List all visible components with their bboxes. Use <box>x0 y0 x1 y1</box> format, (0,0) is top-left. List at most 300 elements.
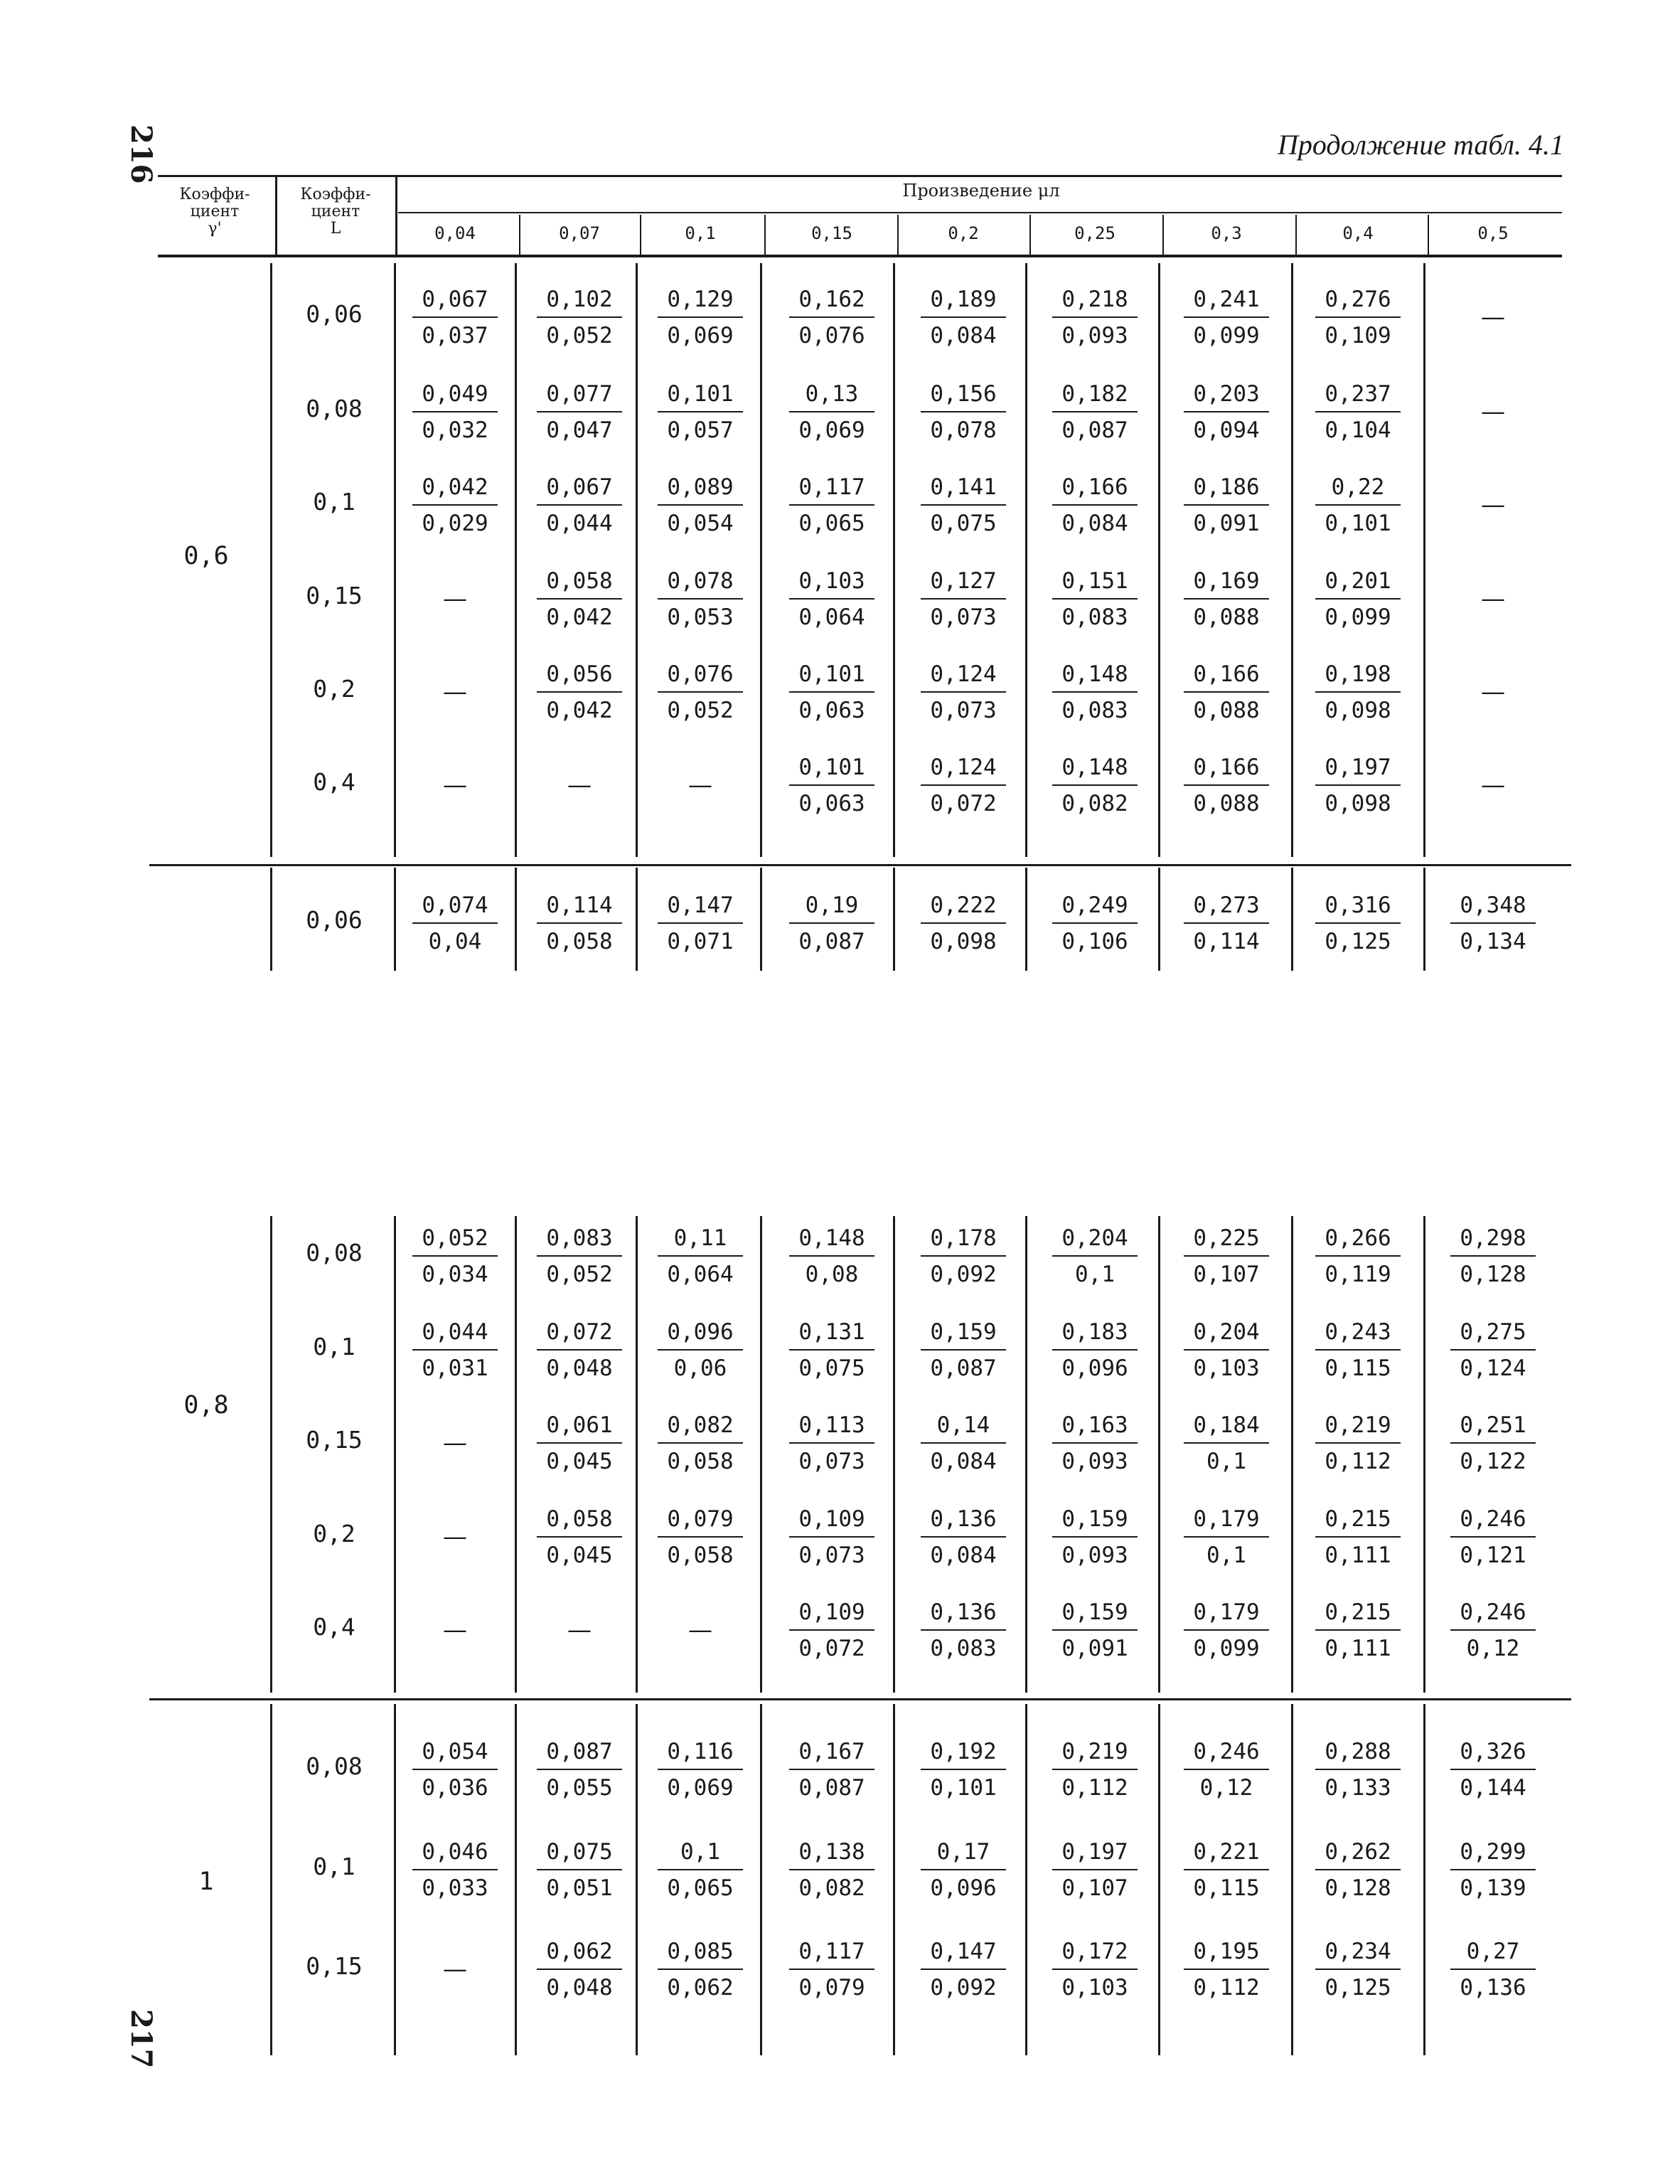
rule-vertical <box>1025 868 1027 971</box>
rule-horizontal <box>149 1698 1571 1700</box>
fraction-cell <box>1449 1597 1537 1663</box>
denominator: 0,083 <box>930 1636 997 1661</box>
rule-vertical <box>760 868 762 971</box>
rule-vertical <box>1029 215 1031 255</box>
rule-vertical <box>636 263 638 857</box>
numerator: 0,19 <box>805 893 859 918</box>
denominator: 0,045 <box>546 1449 613 1474</box>
fraction-bar <box>1315 598 1401 600</box>
gamma-value: 1 <box>198 1868 214 1896</box>
fraction-cell <box>1182 1223 1270 1289</box>
fraction-bar <box>658 1349 743 1351</box>
denominator: 0,109 <box>1325 323 1391 348</box>
fraction-bar <box>658 1969 743 1970</box>
L-value: 0,4 <box>313 1613 355 1641</box>
fraction-cell <box>535 284 624 351</box>
fraction-bar <box>921 691 1006 693</box>
fraction-bar <box>1184 1255 1269 1257</box>
fraction-bar <box>658 1869 743 1870</box>
fraction-cell <box>919 379 1007 445</box>
empty-cell-dash: — <box>443 678 467 706</box>
fraction-cell <box>1182 890 1270 957</box>
fraction-cell <box>1051 890 1139 957</box>
numerator: 0,241 <box>1193 287 1260 312</box>
fraction-cell <box>788 379 876 445</box>
denominator: 0,052 <box>546 323 613 348</box>
rule-vertical <box>760 1216 762 1693</box>
fraction-bar <box>412 1349 498 1351</box>
denominator: 0,051 <box>546 1875 613 1901</box>
rule-vertical <box>897 215 899 255</box>
fraction-cell <box>919 284 1007 351</box>
fraction-bar <box>537 922 622 924</box>
fraction-cell <box>656 284 744 351</box>
rule-vertical <box>640 215 641 255</box>
fraction-bar <box>537 598 622 600</box>
fraction-cell <box>1314 566 1402 632</box>
running-title: Продолжение табл. 4.1 <box>1277 129 1564 161</box>
fraction-bar <box>1450 1769 1536 1770</box>
numerator: 0,198 <box>1325 661 1391 687</box>
fraction-cell <box>1449 1504 1537 1570</box>
column-header: 0,15 <box>811 223 852 243</box>
fraction-cell <box>1182 1317 1270 1383</box>
fraction-cell <box>535 1937 624 2003</box>
fraction-bar <box>1315 1255 1401 1257</box>
fraction-cell <box>788 752 876 819</box>
fraction-cell <box>788 1223 876 1289</box>
fraction-bar <box>1315 1442 1401 1444</box>
numerator: 0,215 <box>1325 1506 1391 1532</box>
L-value: 0,08 <box>306 1239 363 1267</box>
denominator: 0,06 <box>673 1355 727 1381</box>
numerator: 0,243 <box>1325 1319 1391 1345</box>
fraction-bar <box>537 1536 622 1538</box>
denominator: 0,128 <box>1325 1875 1391 1901</box>
rule-vertical <box>515 1704 517 2055</box>
fraction-bar <box>1315 1969 1401 1970</box>
numerator: 0,189 <box>930 287 997 312</box>
rule-vertical <box>1423 263 1425 857</box>
numerator: 0,101 <box>667 381 734 407</box>
numerator: 0,197 <box>1325 755 1391 780</box>
fraction-bar <box>1184 411 1269 412</box>
fraction-bar <box>1184 1442 1269 1444</box>
fraction-bar <box>412 1869 498 1870</box>
denominator: 0,082 <box>798 1875 865 1901</box>
numerator: 0,116 <box>667 1739 734 1764</box>
fraction-cell <box>788 1504 876 1570</box>
fraction-cell <box>535 1317 624 1383</box>
fraction-cell <box>1182 1937 1270 2003</box>
numerator: 0,219 <box>1325 1412 1391 1438</box>
fraction-cell <box>1449 1737 1537 1803</box>
rule-vertical <box>764 215 766 255</box>
numerator: 0,127 <box>930 568 997 594</box>
empty-cell-dash: — <box>688 1616 712 1644</box>
numerator: 0,076 <box>667 661 734 687</box>
denominator: 0,069 <box>798 417 865 443</box>
fraction-bar <box>921 784 1006 786</box>
denominator: 0,121 <box>1460 1543 1526 1568</box>
fraction-bar <box>789 1255 874 1257</box>
numerator: 0,103 <box>798 568 865 594</box>
denominator: 0,112 <box>1061 1775 1128 1801</box>
fraction-bar <box>1052 316 1138 318</box>
numerator: 0,114 <box>546 893 613 918</box>
denominator: 0,032 <box>422 417 488 443</box>
denominator: 0,037 <box>422 323 488 348</box>
denominator: 0,062 <box>667 1975 734 2001</box>
fraction-bar <box>537 1442 622 1444</box>
denominator: 0,072 <box>930 791 997 816</box>
fraction-bar <box>1052 504 1138 506</box>
fraction-cell <box>1051 1737 1139 1803</box>
denominator: 0,091 <box>1061 1636 1128 1661</box>
L-value: 0,08 <box>306 395 363 422</box>
fraction-bar <box>412 504 498 506</box>
numerator: 0,288 <box>1325 1739 1391 1764</box>
fraction-bar <box>658 411 743 412</box>
numerator: 0,067 <box>422 287 488 312</box>
fraction-cell <box>1314 659 1402 725</box>
numerator: 0,169 <box>1193 568 1260 594</box>
numerator: 0,151 <box>1061 568 1128 594</box>
fraction-bar <box>921 316 1006 318</box>
numerator: 0,246 <box>1193 1739 1260 1764</box>
fraction-bar <box>789 316 874 318</box>
fraction-bar <box>1184 598 1269 600</box>
rule-vertical <box>893 868 895 971</box>
numerator: 0,1 <box>680 1839 720 1865</box>
empty-cell-dash: — <box>1481 678 1505 706</box>
fraction-cell <box>919 1737 1007 1803</box>
fraction-bar <box>921 504 1006 506</box>
fraction-cell <box>535 1223 624 1289</box>
fraction-bar <box>921 1536 1006 1538</box>
denominator: 0,053 <box>667 604 734 630</box>
fraction-cell <box>411 379 499 445</box>
denominator: 0,031 <box>422 1355 488 1381</box>
numerator: 0,14 <box>936 1412 990 1438</box>
denominator: 0,125 <box>1325 1975 1391 2001</box>
fraction-cell <box>1051 566 1139 632</box>
denominator: 0,084 <box>1061 511 1128 536</box>
denominator: 0,092 <box>930 1975 997 2001</box>
fraction-bar <box>537 504 622 506</box>
rule-vertical <box>893 1216 895 1693</box>
fraction-bar <box>658 598 743 600</box>
fraction-cell <box>1051 1837 1139 1903</box>
fraction-bar <box>1315 411 1401 412</box>
fraction-bar <box>1052 1255 1138 1257</box>
fraction-bar <box>789 1536 874 1538</box>
fraction-cell <box>1449 1317 1537 1383</box>
fraction-cell <box>919 1504 1007 1570</box>
fraction-cell <box>656 1937 744 2003</box>
fraction-cell <box>1051 659 1139 725</box>
fraction-bar <box>1184 1769 1269 1770</box>
fraction-bar <box>1052 1869 1138 1870</box>
empty-cell-dash: — <box>443 1616 467 1644</box>
numerator: 0,275 <box>1460 1319 1526 1345</box>
denominator: 0,045 <box>546 1543 613 1568</box>
rule-horizontal <box>158 175 1562 177</box>
L-value: 0,15 <box>306 1952 363 1980</box>
L-value: 0,1 <box>313 1333 355 1360</box>
rule-vertical <box>636 868 638 971</box>
numerator: 0,113 <box>798 1412 865 1438</box>
L-value: 0,15 <box>306 1426 363 1454</box>
numerator: 0,162 <box>798 287 865 312</box>
fraction-cell <box>1314 1504 1402 1570</box>
numerator: 0,074 <box>422 893 488 918</box>
numerator: 0,148 <box>1061 661 1128 687</box>
fraction-bar <box>537 1255 622 1257</box>
denominator: 0,112 <box>1193 1975 1260 2001</box>
L-value: 0,06 <box>306 906 363 934</box>
denominator: 0,12 <box>1466 1636 1520 1661</box>
fraction-bar <box>921 1769 1006 1770</box>
L-value: 0,1 <box>313 488 355 516</box>
fraction-cell <box>1182 379 1270 445</box>
denominator: 0,112 <box>1325 1449 1391 1474</box>
denominator: 0,136 <box>1460 1975 1526 2001</box>
fraction-bar <box>1315 1769 1401 1770</box>
denominator: 0,083 <box>1061 604 1128 630</box>
numerator: 0,166 <box>1193 661 1260 687</box>
fraction-cell <box>1182 472 1270 538</box>
denominator: 0,124 <box>1460 1355 1526 1381</box>
rule-vertical <box>1025 263 1027 857</box>
denominator: 0,065 <box>667 1875 734 1901</box>
denominator: 0,084 <box>930 1449 997 1474</box>
fraction-cell <box>656 1737 744 1803</box>
fraction-bar <box>1052 1629 1138 1631</box>
denominator: 0,087 <box>798 1775 865 1801</box>
rule-vertical <box>1025 1704 1027 2055</box>
numerator: 0,179 <box>1193 1599 1260 1625</box>
fraction-bar <box>789 598 874 600</box>
denominator: 0,084 <box>930 1543 997 1568</box>
numerator: 0,049 <box>422 381 488 407</box>
numerator: 0,085 <box>667 1939 734 1964</box>
fraction-cell <box>1314 1737 1402 1803</box>
fraction-cell <box>656 659 744 725</box>
fraction-cell <box>788 659 876 725</box>
rule-vertical <box>1423 1704 1425 2055</box>
fraction-cell <box>1449 890 1537 957</box>
fraction-cell <box>919 1317 1007 1383</box>
numerator: 0,117 <box>798 474 865 500</box>
right-page-number: 217 <box>124 2009 158 2069</box>
empty-cell-dash: — <box>567 771 592 799</box>
rule-vertical <box>394 1216 396 1693</box>
fraction-cell <box>656 1317 744 1383</box>
numerator: 0,203 <box>1193 381 1260 407</box>
numerator: 0,046 <box>422 1839 488 1865</box>
fraction-cell <box>919 1597 1007 1663</box>
numerator: 0,186 <box>1193 474 1260 500</box>
numerator: 0,246 <box>1460 1599 1526 1625</box>
fraction-bar <box>921 1349 1006 1351</box>
fraction-cell <box>788 1937 876 2003</box>
denominator: 0,052 <box>546 1262 613 1287</box>
denominator: 0,078 <box>930 417 997 443</box>
fraction-cell <box>411 890 499 957</box>
numerator: 0,136 <box>930 1506 997 1532</box>
denominator: 0,101 <box>1325 511 1391 536</box>
fraction-bar <box>1052 1969 1138 1970</box>
numerator: 0,219 <box>1061 1739 1128 1764</box>
fraction-bar <box>789 1442 874 1444</box>
rule-vertical <box>1025 1216 1027 1693</box>
denominator: 0,064 <box>798 604 865 630</box>
numerator: 0,136 <box>930 1599 997 1625</box>
header-gamma: Коэффи- циент γ' <box>179 186 250 238</box>
numerator: 0,102 <box>546 287 613 312</box>
numerator: 0,348 <box>1460 893 1526 918</box>
denominator: 0,073 <box>798 1543 865 1568</box>
rule-vertical <box>636 1704 638 2055</box>
fraction-cell <box>1314 890 1402 957</box>
rule-vertical <box>1291 868 1293 971</box>
fraction-cell <box>535 1837 624 1903</box>
L-value: 0,2 <box>313 675 355 703</box>
numerator: 0,298 <box>1460 1225 1526 1251</box>
fraction-bar <box>1450 1969 1536 1970</box>
fraction-cell <box>919 1837 1007 1903</box>
denominator: 0,058 <box>667 1449 734 1474</box>
rule-vertical <box>1291 263 1293 857</box>
fraction-bar <box>1052 1769 1138 1770</box>
denominator: 0,063 <box>798 791 865 816</box>
numerator: 0,249 <box>1061 893 1128 918</box>
numerator: 0,167 <box>798 1739 865 1764</box>
fraction-cell <box>411 284 499 351</box>
empty-cell-dash: — <box>688 771 712 799</box>
fraction-cell <box>788 890 876 957</box>
fraction-cell <box>656 1223 744 1289</box>
numerator: 0,096 <box>667 1319 734 1345</box>
fraction-cell <box>1314 1937 1402 2003</box>
denominator: 0,087 <box>1061 417 1128 443</box>
denominator: 0,114 <box>1193 929 1260 954</box>
rule-horizontal <box>398 212 1562 213</box>
rule-vertical <box>1291 1704 1293 2055</box>
numerator: 0,204 <box>1193 1319 1260 1345</box>
rule-vertical <box>395 175 397 255</box>
fraction-cell <box>1449 1223 1537 1289</box>
fraction-bar <box>1450 1442 1536 1444</box>
numerator: 0,225 <box>1193 1225 1260 1251</box>
numerator: 0,234 <box>1325 1939 1391 1964</box>
fraction-cell <box>656 890 744 957</box>
fraction-bar <box>921 1869 1006 1870</box>
rule-vertical <box>893 1704 895 2055</box>
rule-horizontal <box>149 864 1571 866</box>
fraction-cell <box>656 379 744 445</box>
fraction-bar <box>789 1349 874 1351</box>
denominator: 0,042 <box>546 604 613 630</box>
header-L: Коэффи- циент L <box>300 186 371 238</box>
fraction-bar <box>1052 784 1138 786</box>
rule-vertical <box>1158 263 1160 857</box>
numerator: 0,147 <box>667 893 734 918</box>
left-page-number: 216 <box>124 124 158 184</box>
fraction-bar <box>1184 316 1269 318</box>
rule-vertical <box>1158 1704 1160 2055</box>
empty-cell-dash: — <box>443 1429 467 1457</box>
column-header: 0,04 <box>434 223 476 243</box>
fraction-bar <box>658 691 743 693</box>
fraction-cell <box>1051 1223 1139 1289</box>
fraction-cell <box>788 1410 876 1476</box>
denominator: 0,075 <box>798 1355 865 1381</box>
numerator: 0,266 <box>1325 1225 1391 1251</box>
numerator: 0,276 <box>1325 287 1391 312</box>
fraction-cell <box>535 890 624 957</box>
fraction-cell <box>919 752 1007 819</box>
rule-vertical <box>760 263 762 857</box>
fraction-bar <box>921 411 1006 412</box>
header-product: Произведение μл <box>902 181 1060 201</box>
numerator: 0,087 <box>546 1739 613 1764</box>
fraction-cell <box>1314 1317 1402 1383</box>
rule-vertical <box>270 1704 272 2055</box>
numerator: 0,124 <box>930 755 997 780</box>
denominator: 0,057 <box>667 417 734 443</box>
denominator: 0,048 <box>546 1355 613 1381</box>
numerator: 0,072 <box>546 1319 613 1345</box>
L-value: 0,4 <box>313 768 355 796</box>
numerator: 0,131 <box>798 1319 865 1345</box>
denominator: 0,107 <box>1193 1262 1260 1287</box>
denominator: 0,036 <box>422 1775 488 1801</box>
numerator: 0,058 <box>546 1506 613 1532</box>
fraction-bar <box>921 1969 1006 1970</box>
fraction-cell <box>788 1317 876 1383</box>
numerator: 0,13 <box>805 381 859 407</box>
denominator: 0,122 <box>1460 1449 1526 1474</box>
numerator: 0,117 <box>798 1939 865 1964</box>
fraction-bar <box>789 411 874 412</box>
gamma-value: 0,6 <box>183 542 229 570</box>
numerator: 0,179 <box>1193 1506 1260 1532</box>
fraction-cell <box>535 1410 624 1476</box>
rule-vertical <box>1291 1216 1293 1693</box>
numerator: 0,101 <box>798 661 865 687</box>
rule-vertical <box>394 868 396 971</box>
fraction-bar <box>789 1769 874 1770</box>
fraction-bar <box>1450 1536 1536 1538</box>
denominator: 0,096 <box>1061 1355 1128 1381</box>
L-value: 0,08 <box>306 1752 363 1780</box>
numerator: 0,159 <box>1061 1599 1128 1625</box>
rule-vertical <box>515 868 517 971</box>
fraction-cell <box>1449 1937 1537 2003</box>
denominator: 0,133 <box>1325 1775 1391 1801</box>
denominator: 0,069 <box>667 323 734 348</box>
fraction-bar <box>789 1869 874 1870</box>
denominator: 0,103 <box>1061 1975 1128 2001</box>
fraction-cell <box>656 472 744 538</box>
denominator: 0,098 <box>1325 698 1391 723</box>
fraction-bar <box>537 1869 622 1870</box>
column-header: 0,1 <box>685 223 716 243</box>
numerator: 0,178 <box>930 1225 997 1251</box>
fraction-cell <box>1182 566 1270 632</box>
